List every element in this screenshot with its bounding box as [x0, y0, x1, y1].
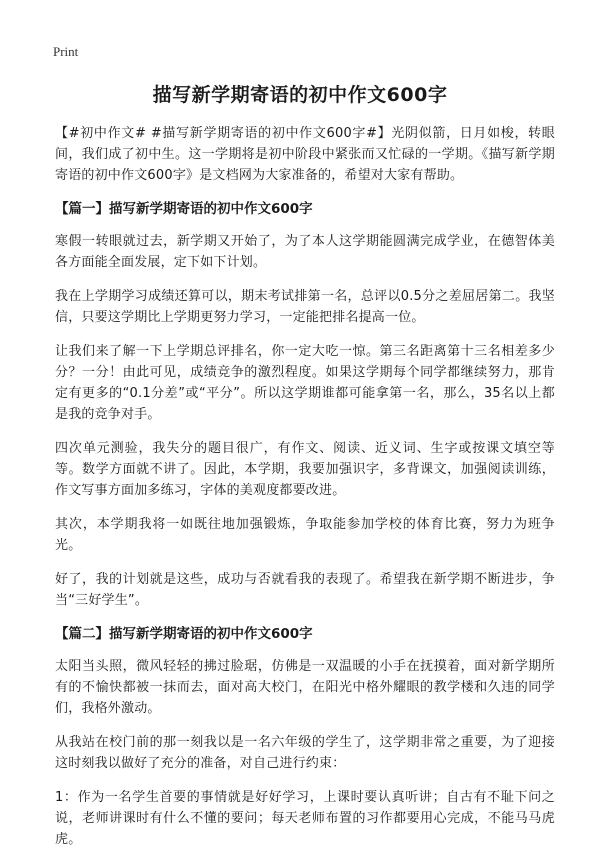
section-1-paragraph-5: 其次，本学期我将一如既往地加强锻炼，争取能参加学校的体育比赛，努力为班争光。 — [55, 517, 555, 553]
section-1-paragraph-4: 四次单元测验，我失分的题目很广，有作文、阅读、近义词、生字或按课文填空等等。数学方面就不讲了。因此，本学期，我要加强识字，多背课文，加强阅读训练，作文写事方面加多练习，字体的美观度都要改进。 — [55, 441, 555, 498]
section-heading-1: 【篇一】描写新学期寄语的初中作文600字 — [55, 201, 313, 217]
section-1-paragraph-1: 寒假一转眼就过去，新学期又开始了，为了本人这学期能圆满完成学业，在德智体美各方面能全面发展，定下如下计划。 — [55, 234, 555, 270]
section-2-paragraph-1: 太阳当头照，微风轻轻的拂过脸琚，仿佛是一双温暖的小手在抚摸着，面对新学期所有的不愉快都被一抹而去，面对高大校门，在阳光中格外耀眼的教学楼和久违的同学们，我格外激动。 — [55, 659, 555, 716]
print-link[interactable]: Print — [53, 44, 79, 59]
section-1-paragraph-2: 我在上学期学习成绩还算可以，期末考试排第一名，总评以0.5分之差屈居第二。我坚信，只要这学期比上学期更努力学习，一定能把排名提高一位。 — [55, 289, 555, 325]
section-2-paragraph-2: 从我站在校门前的那一刻我以是一名六年级的学生了，这学期非常之重要，为了迎接这时刻我以做好了充分的准备，对自己进行约束： — [55, 735, 555, 771]
section-1-paragraph-3: 让我们来了解一下上学期总评排名，你一定大吃一惊。第三名距离第十三名相差多少分？一分！由此可见，成绩竞争的激烈程度。如果这学期每个同学都继续努力，那肯定有更多的“0.1分差”或“平分”。所以这学期谁都可能拿第一名，那么，35名以上都是我的竞争对手。 — [55, 344, 555, 422]
intro-tags[interactable]: 【#初中作文# #描写新学期寄语的初中作文600字#】 — [55, 126, 392, 141]
page-title: 描写新学期寄语的初中作文600字 — [152, 84, 448, 106]
intro-text: 光阴似箭，日月如梭，转眼间，我们成了初中生。这一学期将是初中阶段中紧张而又忙碌的一学期。《描写新学期寄语的初中作文600字》是文档网为大家准备的，希望对大家有帮助。 — [55, 126, 555, 183]
section-2-paragraph-3: 1：作为一名学生首要的事情就是好好学习，上课时要认真听讲；自古有不耻下问之说，老师讲课时有什么不懂的要问；每天老师布置的习作都要用心完成，不能马马虎虎。 — [55, 790, 555, 847]
article-body — [55, 123, 555, 863]
intro-paragraph — [55, 123, 555, 186]
section-heading-2: 【篇二】描写新学期寄语的初中作文600字 — [55, 626, 313, 642]
section-1-paragraph-6: 好了，我的计划就是这些，成功与否就看我的表现了。希望我在新学期不断进步，争当“三好学生”。 — [55, 572, 555, 608]
